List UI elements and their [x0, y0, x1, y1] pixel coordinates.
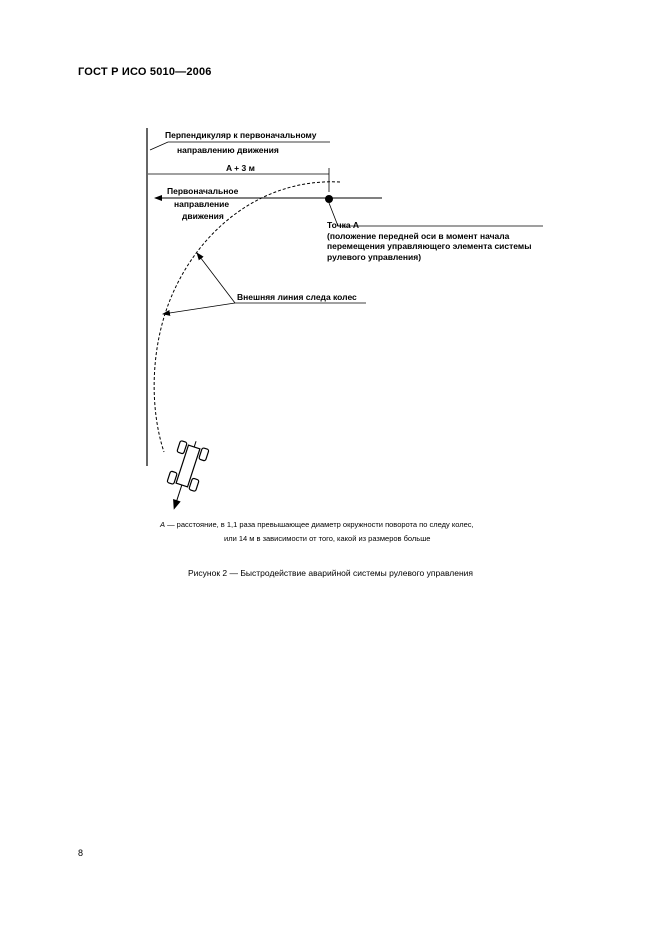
figure-note-line-1: [160, 520, 474, 529]
perpendicular-label-1: Перпендикуляр к первоначальному: [165, 130, 317, 140]
initial-direction-label-2: направление: [174, 199, 230, 209]
point-a-label: Точка A: [327, 220, 360, 230]
point-a-note-1: (положение передней оси в момент начала: [327, 231, 510, 241]
wheel-track-leader-upper: [197, 253, 235, 303]
figure-note-line-2: или 14 м в зависимости от того, какой из размеров больше: [224, 534, 431, 543]
initial-direction-label-1: Первоначальное: [167, 186, 239, 196]
figure-caption: Рисунок 2 — Быстродействие аварийной системы рулевого управления: [187, 568, 473, 578]
distance-label: A + 3 м: [226, 163, 255, 173]
distance-symbol: A: [160, 520, 166, 529]
document-header: ГОСТ Р ИСО 5010—2006: [78, 66, 212, 78]
point-a-marker: [325, 195, 333, 203]
initial-direction-label-3: движения: [182, 211, 224, 221]
page-number: 8: [78, 848, 84, 858]
point-a-leader: [329, 203, 543, 226]
wheel-track-leader-lower: [163, 303, 235, 314]
wheel-track-label: Внешняя линия следа колес: [237, 292, 357, 302]
distance-definition: — расстояние, в 1,1 раза превышающее диаметр окружности поворота по следу колес,: [165, 520, 474, 529]
wheel-track-arc: [154, 182, 340, 452]
perpendicular-label-2: направлению движения: [177, 145, 279, 155]
point-a-note-2: перемещения управляющего элемента системы: [327, 241, 532, 251]
point-a-note-3: рулевого управления): [327, 252, 422, 262]
vehicle-icon: [160, 437, 211, 515]
